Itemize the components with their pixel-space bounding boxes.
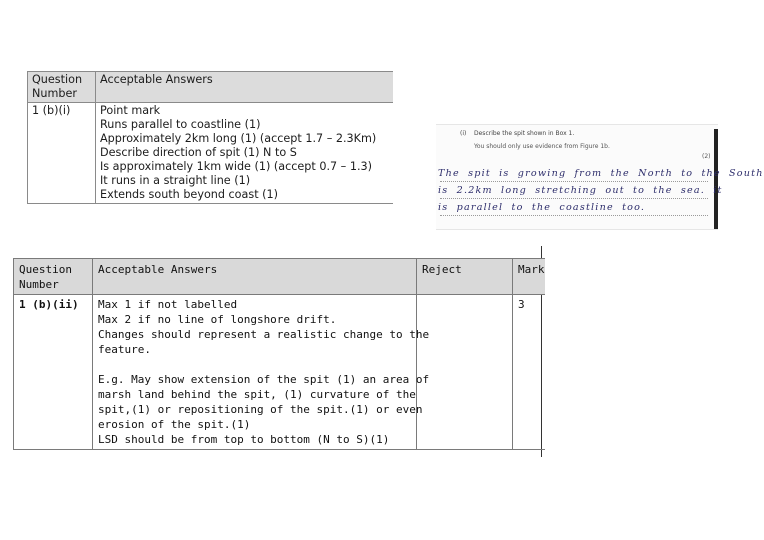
question-number: (i) — [460, 130, 467, 137]
reject-cell — [417, 295, 513, 450]
table-header-row — [28, 72, 394, 103]
mark-scheme-table-1b-i — [27, 71, 393, 204]
question-instruction: You should only use evidence from Figure 1b. — [474, 143, 610, 150]
handwritten-line: is parallel to the coastline too. — [438, 202, 646, 213]
answer-rule — [440, 215, 708, 216]
answer-line: spit,(1) or repositioning of the spit.(1) or even — [98, 403, 423, 416]
answer-line: Is approximately 1km wide (1) (accept 0.7 – 1.3) — [100, 160, 372, 173]
answer-line: feature. — [98, 343, 151, 356]
handwritten-line: is 2.2km long stretching out to the sea. it — [438, 185, 723, 196]
answer-line: Describe direction of spit (1) N to S — [100, 146, 297, 159]
answer-line: Max 1 if not labelled — [98, 298, 238, 311]
header-acceptable-answers: Acceptable Answers — [96, 72, 394, 103]
answer-line: marsh land behind the spit, (1) curvature of the — [98, 388, 416, 401]
answer-line: Changes should represent a realistic change to the — [98, 328, 430, 341]
margin-bar — [714, 129, 718, 229]
header-mark: Mark — [513, 259, 546, 295]
handwritten-answer-snippet — [436, 124, 764, 230]
header-question-number: Question Number — [28, 72, 96, 103]
question-number: 1 (b)(ii) — [14, 295, 93, 450]
answer-line: Max 2 if no line of longshore drift. — [98, 313, 337, 326]
mark-scheme-table-1b-ii — [13, 258, 545, 450]
header-acceptable-answers: Acceptable Answers — [93, 259, 417, 295]
handwritten-line: The spit is growing from the North to the South — [438, 168, 764, 179]
answer-line: Approximately 2km long (1) (accept 1.7 – 2.3Km) — [100, 132, 377, 145]
answer-line: Extends south beyond coast (1) — [100, 188, 279, 201]
table-row — [14, 295, 546, 450]
question-text: Describe the spit shown in Box 1. — [474, 130, 575, 137]
answer-line: LSD should be from top to bottom (N to S)(1) — [98, 433, 390, 446]
answer-rule — [440, 181, 708, 182]
answer-line: It runs in a straight line (1) — [100, 174, 251, 187]
acceptable-answers-cell — [96, 103, 394, 204]
answer-line: E.g. May show extension of the spit (1) an area of — [98, 373, 430, 386]
table-header-row — [14, 259, 546, 295]
question-number: 1 (b)(i) — [28, 103, 96, 204]
acceptable-answers-cell — [93, 295, 430, 450]
header-reject: Reject — [417, 259, 513, 295]
answer-line: Point mark — [100, 104, 161, 117]
header-question-number: Question Number — [14, 259, 93, 295]
question-marks: (2) — [702, 153, 711, 160]
answer-line: Runs parallel to coastline (1) — [100, 118, 261, 131]
answer-line: erosion of the spit.(1) — [98, 418, 251, 431]
table-row — [28, 103, 394, 204]
answer-rule — [440, 198, 708, 199]
mark-cell: 3 — [513, 295, 546, 450]
